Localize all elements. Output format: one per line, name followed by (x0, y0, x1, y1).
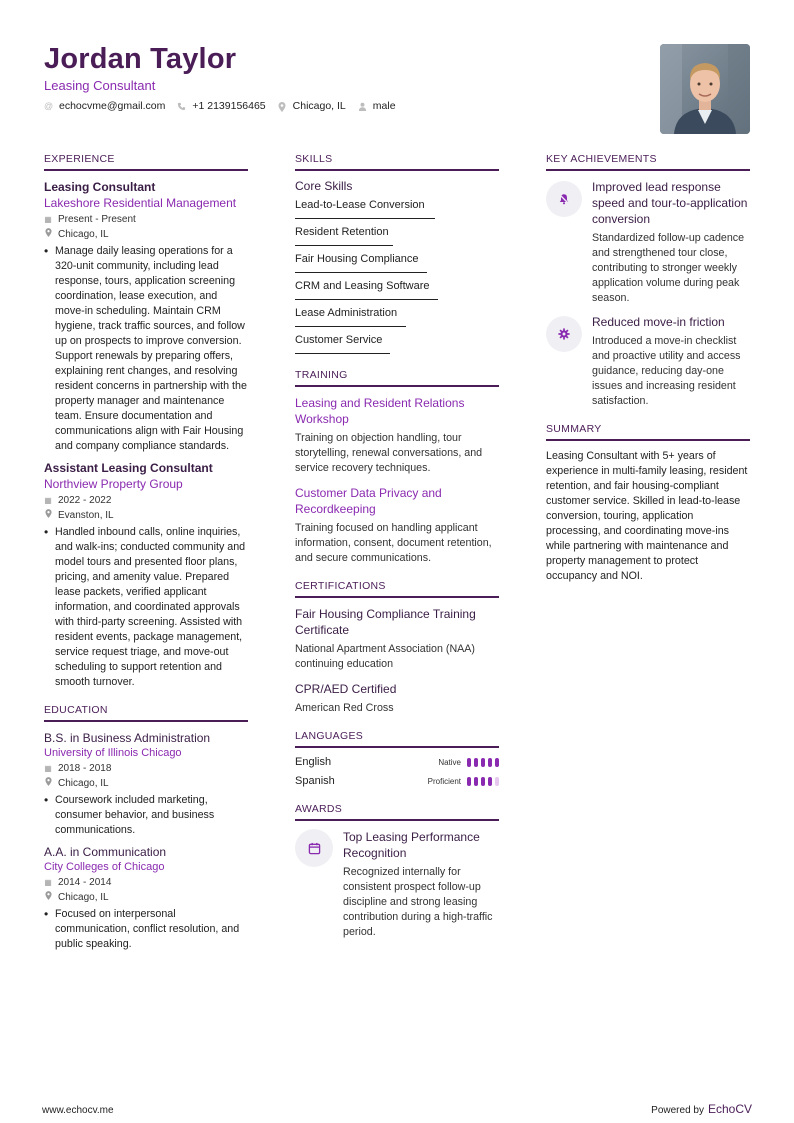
summary-heading: SUMMARY (546, 423, 750, 441)
award-title: Top Leasing Performance Recognition (343, 830, 480, 860)
experience-item (44, 460, 248, 690)
experience-item (44, 179, 248, 454)
skill-item: Lease Administration (295, 307, 406, 327)
training-item (295, 395, 499, 476)
location-pin-icon (44, 891, 52, 905)
level-pip (488, 758, 492, 767)
at-icon: @ (44, 100, 54, 111)
bullet-dot: • (44, 244, 49, 258)
level-pip (474, 758, 478, 767)
certification-issuer: National Apartment Association (NAA) continuing education (295, 643, 475, 670)
achievement-desc: Introduced a move-in checklist and proactive utility and access guidance, reducing day-one issues and increasing resident satisfaction. (592, 335, 741, 407)
contact-gender (358, 100, 396, 112)
education-location (44, 891, 248, 905)
calendar-icon (295, 829, 333, 867)
candidate-title: Leasing Consultant (44, 78, 156, 93)
degree-title: B.S. in Business Administration (44, 731, 211, 745)
bullet-text: Manage daily leasing operations for a 320-unit community, including lead response, tours, application screening coordination, lease execution, and move-in scheduling. Maintain CRM hygiene, track traffic sources, and follow up on prospects to improve conversion. Support renewals by preparing offers, explaining rent changes, and resolving resident concerns in partnership with the property manager and maintenance team. Ensure documentation and communications align with Fair Housing and company compliance standards. (55, 245, 247, 452)
brand-logo[interactable]: EchoCV (707, 1102, 752, 1116)
email-text: echocvme@gmail.com (59, 100, 166, 112)
location-text: Chicago, IL (292, 100, 346, 112)
level-pip (474, 777, 478, 786)
achievement-item (546, 314, 750, 409)
dates-text: Present - Present (58, 214, 136, 225)
training-title: Customer Data Privacy and Recordkeeping (295, 486, 442, 516)
level-dots (467, 758, 499, 767)
level-text: Native (438, 757, 461, 767)
training-desc: Training on objection handling, tour storytelling, renewal conversations, and service recovery techniques. (295, 432, 483, 474)
gender-text: male (372, 100, 396, 112)
award-desc: Recognized internally for consistent prospect follow-up discipline and strong leasing contribution during a high-traffic period. (343, 866, 493, 938)
training-item (295, 485, 499, 566)
key-achievements-heading: KEY ACHIEVEMENTS (546, 153, 750, 171)
bell-slash-icon (546, 181, 582, 217)
candidate-name: Jordan Taylor (44, 43, 237, 75)
bullet-dot: • (44, 525, 49, 539)
phone-text: +1 2139156465 (192, 100, 266, 112)
calendar-icon: ▦ (44, 496, 52, 505)
language-name: English (295, 756, 332, 768)
school-name: City Colleges of Chicago (44, 861, 165, 873)
training-title: Leasing and Resident Relations Workshop (295, 396, 465, 426)
bullet-text: Handled inbound calls, online inquiries, and walk-ins; conducted community and model tours and presented floor plans, pricing, and amenity value. Prepared lease packets, verified applicant information, and coordinated approvals with third-party screening. Assisted with resident events, package management, service request triage, and move-out scheduling to support retention and smooth turnover. (55, 526, 246, 688)
certifications-heading: CERTIFICATIONS (295, 580, 499, 598)
bullet-text: Coursework included marketing, consumer behavior, and business communications. (55, 794, 215, 836)
job-location (44, 509, 248, 523)
right-column (546, 153, 750, 584)
degree-title: A.A. in Communication (44, 845, 167, 859)
summary-text: Leasing Consultant with 5+ years of experience in multi-family leasing, resident retention, and fair housing-compliant customer service. Skilled in lead-to-lease conversion, touring, application processing, and coordinating move-ins while partnering with maintenance and property management to protect occupancy and NOI. (546, 450, 748, 582)
language-row (295, 756, 499, 768)
languages-heading: LANGUAGES (295, 730, 499, 748)
dates-text: 2014 - 2014 (58, 877, 112, 888)
location-pin-icon (44, 228, 52, 242)
training-heading: TRAINING (295, 369, 499, 387)
experience-heading: EXPERIENCE (44, 153, 248, 171)
job-location (44, 228, 248, 242)
education-bullet (44, 793, 248, 838)
job-dates (44, 213, 248, 227)
certification-item (295, 681, 499, 716)
contact-bar (44, 100, 664, 112)
level-pip (488, 777, 492, 786)
skill-item: CRM and Leasing Software (295, 280, 438, 300)
level-pip (481, 777, 485, 786)
location-pin-icon (44, 777, 52, 791)
footer-powered-by (651, 1102, 752, 1116)
language-row (295, 775, 499, 787)
education-location (44, 777, 248, 791)
achievement-title: Improved lead response speed and tour-to-application conversion (592, 180, 748, 226)
achievement-title: Reduced move-in friction (592, 315, 725, 329)
job-bullet (44, 525, 248, 690)
company-name: Northview Property Group (44, 477, 183, 491)
education-item (44, 730, 248, 838)
skill-item: Customer Service (295, 334, 390, 354)
skill-item: Resident Retention (295, 226, 393, 246)
education-item (44, 844, 248, 952)
left-column (44, 153, 248, 958)
company-name: Lakeshore Residential Management (44, 196, 237, 210)
level-pip (495, 777, 499, 786)
school-name: University of Illinois Chicago (44, 747, 182, 759)
achievement-item (546, 179, 750, 306)
certification-title: Fair Housing Compliance Training Certificate (295, 607, 476, 637)
bullet-dot: • (44, 907, 49, 921)
job-title: Leasing Consultant (44, 180, 156, 194)
location-text: Chicago, IL (58, 229, 109, 240)
education-heading: EDUCATION (44, 704, 248, 722)
awards-heading: AWARDS (295, 803, 499, 821)
dates-text: 2022 - 2022 (58, 495, 112, 506)
training-desc: Training focused on handling applicant information, consent, document retention, and secure communications. (295, 522, 492, 564)
dates-text: 2018 - 2018 (58, 763, 112, 774)
phone-icon (177, 102, 186, 111)
certification-title: CPR/AED Certified (295, 682, 397, 696)
award-item (295, 829, 499, 940)
language-level (438, 758, 499, 767)
location-pin-icon (44, 509, 52, 523)
resume-header (44, 42, 664, 112)
person-icon (358, 102, 367, 111)
certification-issuer: American Red Cross (295, 702, 394, 714)
skills-heading: SKILLS (295, 153, 499, 171)
location-pin-icon (278, 102, 287, 111)
powered-by-text: Powered by (651, 1105, 704, 1116)
calendar-icon: ▦ (44, 878, 52, 887)
education-bullet (44, 907, 248, 952)
language-name: Spanish (295, 775, 335, 787)
job-title: Assistant Leasing Consultant (44, 461, 213, 475)
skill-item: Fair Housing Compliance (295, 253, 427, 273)
location-text: Chicago, IL (58, 778, 109, 789)
profile-photo (660, 44, 750, 134)
level-pip (495, 758, 499, 767)
core-skills-heading: Core Skills (295, 179, 353, 193)
level-pip (467, 758, 471, 767)
location-text: Chicago, IL (58, 892, 109, 903)
achievement-desc: Standardized follow-up cadence and strengthened tour close, contributing to stronger weekly application volume during peak season. (592, 232, 745, 304)
location-text: Evanston, IL (58, 510, 114, 521)
calendar-icon: ▦ (44, 764, 52, 773)
level-pip (467, 777, 471, 786)
bullet-text: Focused on interpersonal communication, conflict resolution, and public speaking. (55, 908, 240, 950)
skill-item: Lead-to-Lease Conversion (295, 199, 435, 219)
gear-icon (546, 316, 582, 352)
job-bullet (44, 244, 248, 454)
level-dots (467, 777, 499, 786)
contact-phone[interactable] (177, 100, 265, 112)
footer-website[interactable]: www.echocv.me (42, 1105, 114, 1116)
middle-column (295, 153, 499, 940)
certification-item (295, 606, 499, 672)
education-dates (44, 876, 248, 890)
level-text: Proficient (427, 776, 461, 786)
level-pip (481, 758, 485, 767)
bullet-dot: • (44, 793, 49, 807)
calendar-icon: ▦ (44, 215, 52, 224)
contact-location (278, 100, 346, 112)
education-dates (44, 762, 248, 776)
contact-email[interactable] (44, 100, 165, 112)
job-dates (44, 494, 248, 508)
language-level (428, 777, 499, 786)
